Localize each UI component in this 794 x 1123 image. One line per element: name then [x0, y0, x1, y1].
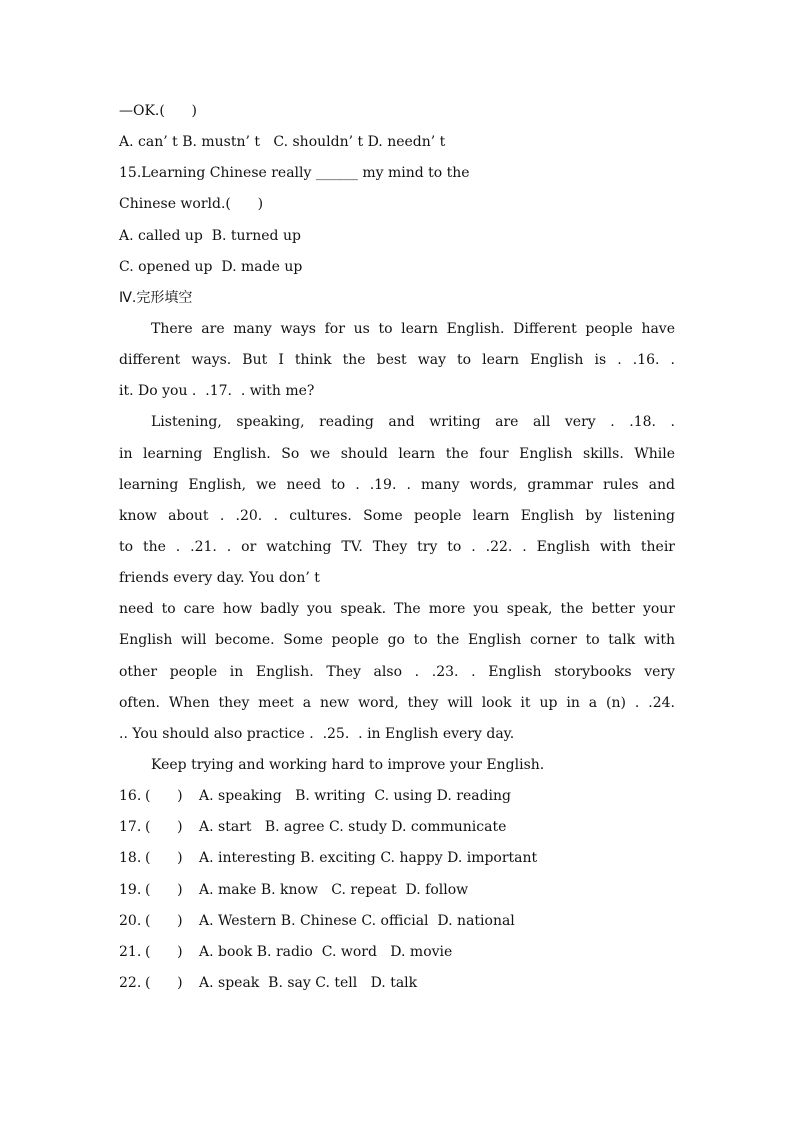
section-heading: Ⅳ.完形填空	[119, 289, 193, 306]
question-list	[119, 781, 675, 999]
question-options: A. Western B. Chinese C. official D. national	[199, 912, 515, 929]
question-row-17	[119, 812, 675, 843]
question-14-options: A. can’ t B. mustn’ t C. shouldn’ t D. needn’ t	[119, 134, 446, 151]
question-row-19	[119, 875, 675, 906]
question-15-options-ab: A. called up B. turned up	[119, 227, 301, 244]
passage-line-6: learning English, we need to . .19. . many words, grammar rules and	[119, 476, 675, 493]
passage-line-5: in learning English. So we should learn the four English skills. While	[119, 445, 675, 462]
question-number: 16.	[119, 788, 142, 805]
answer-blank: ( )	[145, 912, 183, 929]
passage-line-7: know about . .20. . cultures. Some people learn English by listening	[119, 507, 675, 524]
passage-line-14: .. You should also practice . .25. . in English every day.	[119, 725, 515, 742]
answer-blank: ( )	[145, 850, 183, 867]
passage-line-4: Listening, speaking, reading and writing are all very . .18. .	[151, 414, 675, 431]
answer-blank: ( )	[145, 974, 183, 991]
passage-line-15: Keep trying and working hard to improve your English.	[151, 756, 545, 773]
answer-blank: ( )	[145, 788, 183, 805]
passage-line-9: friends every day. You don’ t	[119, 570, 320, 587]
question-number: 21.	[119, 943, 142, 960]
question-row-21	[119, 937, 675, 968]
passage-line-1: There are many ways for us to learn English. Different people have	[151, 320, 675, 337]
passage-line-10: need to care how badly you speak. The more you speak, the better your	[119, 601, 675, 618]
answer-blank: ( )	[145, 819, 183, 836]
question-options: A. speak B. say C. tell D. talk	[199, 974, 418, 991]
question-number: 20.	[119, 912, 142, 929]
question-row-22	[119, 968, 675, 999]
answer-blank: ( )	[145, 943, 183, 960]
question-options: A. make B. know C. repeat D. follow	[199, 881, 469, 898]
question-number: 22.	[119, 974, 142, 991]
question-row-16	[119, 781, 675, 812]
question-options: A. start B. agree C. study D. communicate	[199, 819, 507, 836]
passage-line-12: other people in English. They also . .23. . English storybooks very	[119, 663, 675, 680]
question-options: A. interesting B. exciting C. happy D. important	[199, 850, 538, 867]
question-row-18	[119, 843, 675, 874]
answer-line-ok: —OK.( )	[119, 103, 198, 119]
question-number: 19.	[119, 881, 142, 898]
question-number: 17.	[119, 819, 142, 836]
document-content	[119, 96, 675, 999]
question-options: A. speaking B. writing C. using D. reading	[199, 788, 511, 805]
passage-line-13: often. When they meet a new word, they will look it up in a (n) . .24.	[119, 694, 675, 711]
question-options: A. book B. radio C. word D. movie	[199, 943, 453, 960]
question-15-options-cd: C. opened up D. made up	[119, 258, 303, 275]
passage-line-8: to the . .21. . or watching TV. They try to . .22. . English with their	[119, 538, 675, 555]
passage-line-2: different ways. But I think the best way to learn English is . .16. .	[119, 352, 675, 369]
question-row-20	[119, 906, 675, 937]
question-15-stem-cont: Chinese world.( )	[119, 196, 264, 213]
passage-line-3: it. Do you . .17. . with me?	[119, 383, 315, 400]
question-15-stem: 15.Learning Chinese really ______ my mind to the	[119, 165, 470, 182]
answer-blank: ( )	[145, 881, 183, 898]
question-number: 18.	[119, 850, 142, 867]
passage-line-11: English will become. Some people go to the English corner to talk with	[119, 632, 675, 649]
